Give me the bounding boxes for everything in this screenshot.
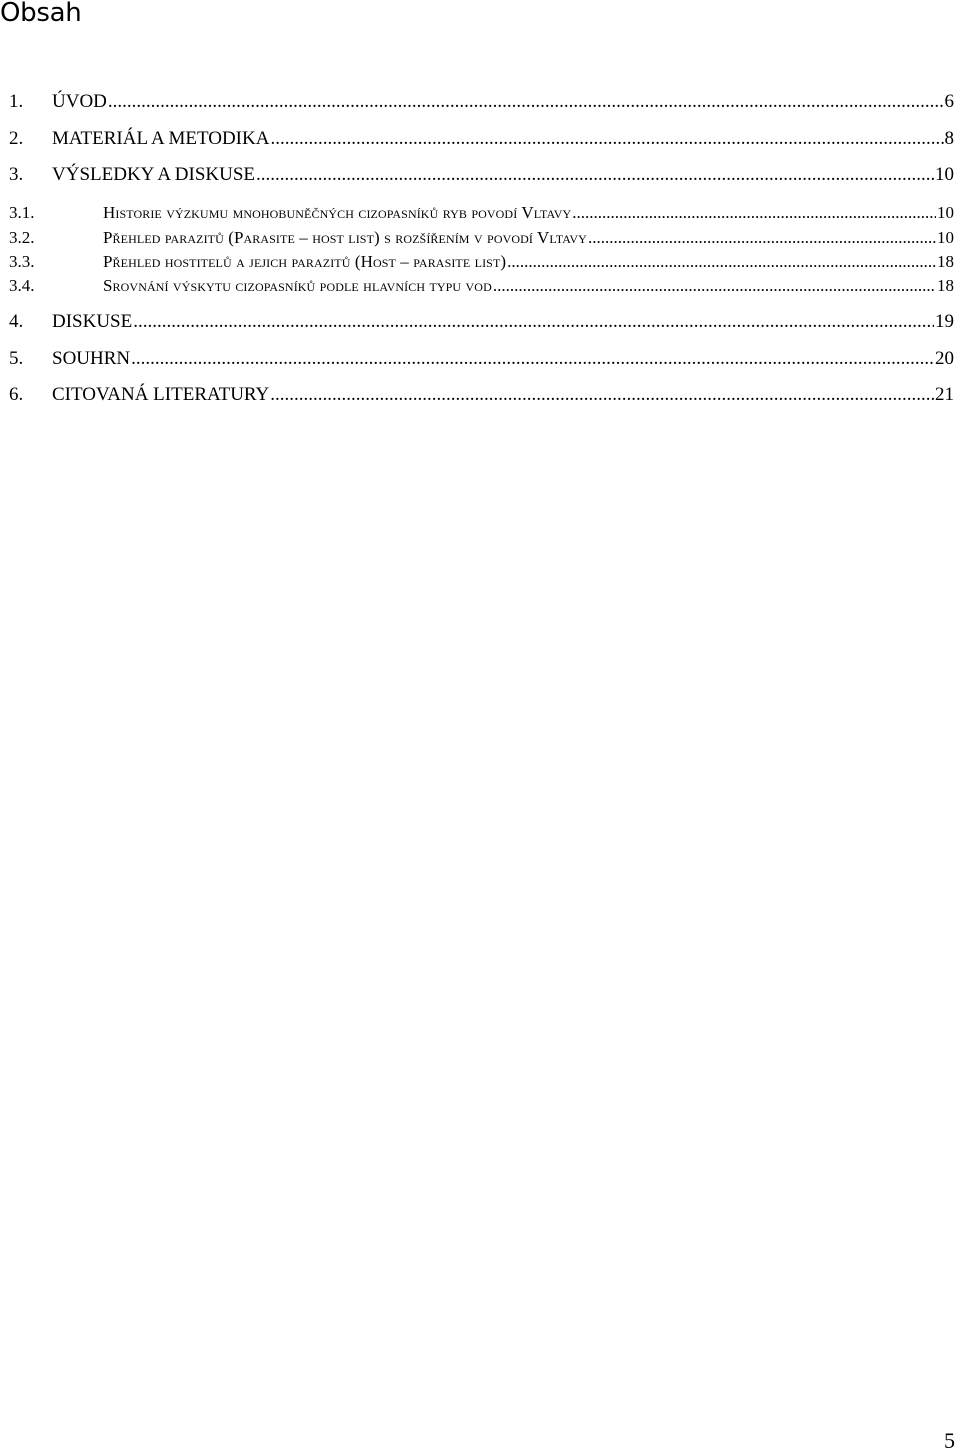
toc-dot-leader bbox=[256, 164, 934, 186]
toc-entry-page: 8 bbox=[944, 128, 954, 149]
toc-dot-leader bbox=[493, 276, 936, 296]
toc-entry-srovnani[interactable] bbox=[9, 276, 954, 296]
toc-entry-diskuse[interactable] bbox=[9, 311, 954, 333]
page-title: Obsah bbox=[0, 0, 82, 28]
toc-entry-historie[interactable] bbox=[9, 203, 954, 223]
toc-entry-page: 10 bbox=[937, 228, 954, 247]
toc-dot-leader bbox=[108, 91, 944, 113]
toc-entry-uvod[interactable] bbox=[9, 91, 954, 113]
toc-entry-souhrn[interactable] bbox=[9, 348, 954, 370]
toc-entry-number: 6. bbox=[9, 384, 24, 405]
toc-entry-vysledky[interactable] bbox=[9, 164, 954, 186]
toc-dot-leader bbox=[507, 252, 936, 272]
page-number: 5 bbox=[944, 1428, 955, 1453]
toc-entry-number: 3.3. bbox=[9, 252, 35, 271]
toc-entry-title: Přehled parazitů (Parasite – host list) s rozšířením v povodí Vltavy bbox=[103, 228, 587, 247]
toc-entry-number: 5. bbox=[9, 348, 24, 369]
toc-entry-page: 6 bbox=[944, 91, 954, 112]
toc-entry-title: ÚVOD bbox=[52, 91, 107, 112]
toc-entry-number: 3.1. bbox=[9, 203, 35, 222]
toc-dot-leader bbox=[131, 348, 934, 370]
toc-dot-leader bbox=[270, 384, 934, 406]
toc-entry-title: VÝSLEDKY A DISKUSE bbox=[52, 164, 256, 185]
toc-entry-page: 18 bbox=[937, 276, 954, 295]
toc-entry-title: Přehled hostitelů a jejich parazitů (Host – parasite list) bbox=[103, 252, 507, 271]
toc-entry-page: 10 bbox=[935, 164, 954, 185]
toc-entry-material[interactable] bbox=[9, 128, 954, 150]
toc-entry-number: 1. bbox=[9, 91, 24, 112]
toc-entry-title: MATERIÁL A METODIKA bbox=[52, 128, 270, 149]
toc-entry-prehled-parazitu[interactable] bbox=[9, 228, 954, 248]
toc-entry-page: 21 bbox=[935, 384, 954, 405]
toc-dot-leader bbox=[572, 203, 936, 223]
toc-entry-number: 4. bbox=[9, 311, 24, 332]
toc-entry-title: Historie výzkumu mnohobuněčných cizopasníků ryb povodí Vltavy bbox=[103, 203, 572, 222]
toc-entry-page: 20 bbox=[935, 348, 954, 369]
toc-entry-number: 2. bbox=[9, 128, 24, 149]
toc-entry-page: 18 bbox=[937, 252, 954, 271]
toc-entry-prehled-hostitelu[interactable] bbox=[9, 252, 954, 272]
toc-entry-number: 3.4. bbox=[9, 276, 35, 295]
toc-entry-title: Srovnání výskytu cizopasníků podle hlavních typu vod bbox=[103, 276, 492, 295]
toc-entry-title: SOUHRN bbox=[52, 348, 131, 369]
toc-entry-literatura[interactable] bbox=[9, 384, 954, 406]
toc-entry-number: 3. bbox=[9, 164, 24, 185]
toc-dot-leader bbox=[270, 128, 943, 150]
toc-dot-leader bbox=[588, 228, 936, 248]
toc-entry-page: 10 bbox=[937, 203, 954, 222]
toc-entry-page: 19 bbox=[935, 311, 954, 332]
toc-entry-title: CITOVANÁ LITERATURY bbox=[52, 384, 270, 405]
toc-entry-number: 3.2. bbox=[9, 228, 35, 247]
toc-dot-leader bbox=[133, 311, 934, 333]
toc-entry-title: DISKUSE bbox=[52, 311, 133, 332]
